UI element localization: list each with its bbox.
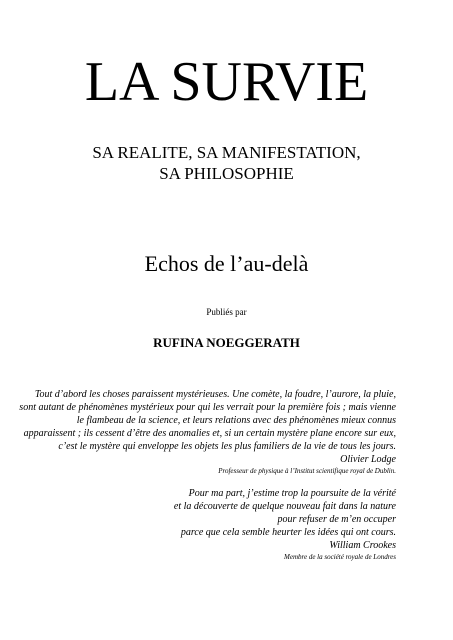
quote-line: Pour ma part, j’estime trop la poursuite de la vérité [188,488,396,499]
author-name: RUFINA NOEGGERATH [153,335,300,350]
quote-author: William Crookes [329,540,396,551]
published-by-label: Publiés par [206,307,247,317]
quote-author-role: Membre de la société royale de Londres [284,553,396,561]
subtitle-line-1: SA REALITE, SA MANIFESTATION, [92,143,361,162]
epigraph-lodge [19,388,396,476]
quote-line: parce que cela semble heurter les idées qui ont cours. [180,527,396,538]
quote-line: apparaissent ; ils cessent d’être des anomalies et, si un certain mystère plane encore sur eux, [23,428,396,439]
book-title: LA SURVIE [84,51,369,113]
quote-line: c’est le mystère qui enveloppe les objets les plus familiers de la vie de tous les jours. [58,441,396,452]
quote-line: et la découverte de quelque nouveau fait dans la nature [173,501,396,512]
echos-heading: Echos de l’au-delà [144,251,309,276]
quote-line: Tout d’abord les choses paraissent mystérieuses. Une comète, la foudre, l’aurore, la pluie, [34,389,396,400]
quote-line: pour refuser de m’en occuper [277,514,396,525]
quote-author: Olivier Lodge [340,454,396,465]
quote-author-role: Professeur de physique à l’Institut scientifique royal de Dublin. [218,467,396,475]
subtitle-line-2: SA PHILOSOPHIE [159,164,294,183]
quote-line: le flambeau de la science, et leurs relations avec des phénomènes mieux connus [76,415,396,426]
book-subtitle [0,142,453,184]
quote-line: sont autant de phénomènes mystérieux pour qui les verrait pour la première fois ; mais vienne [19,402,396,413]
epigraph-crookes [174,487,396,562]
